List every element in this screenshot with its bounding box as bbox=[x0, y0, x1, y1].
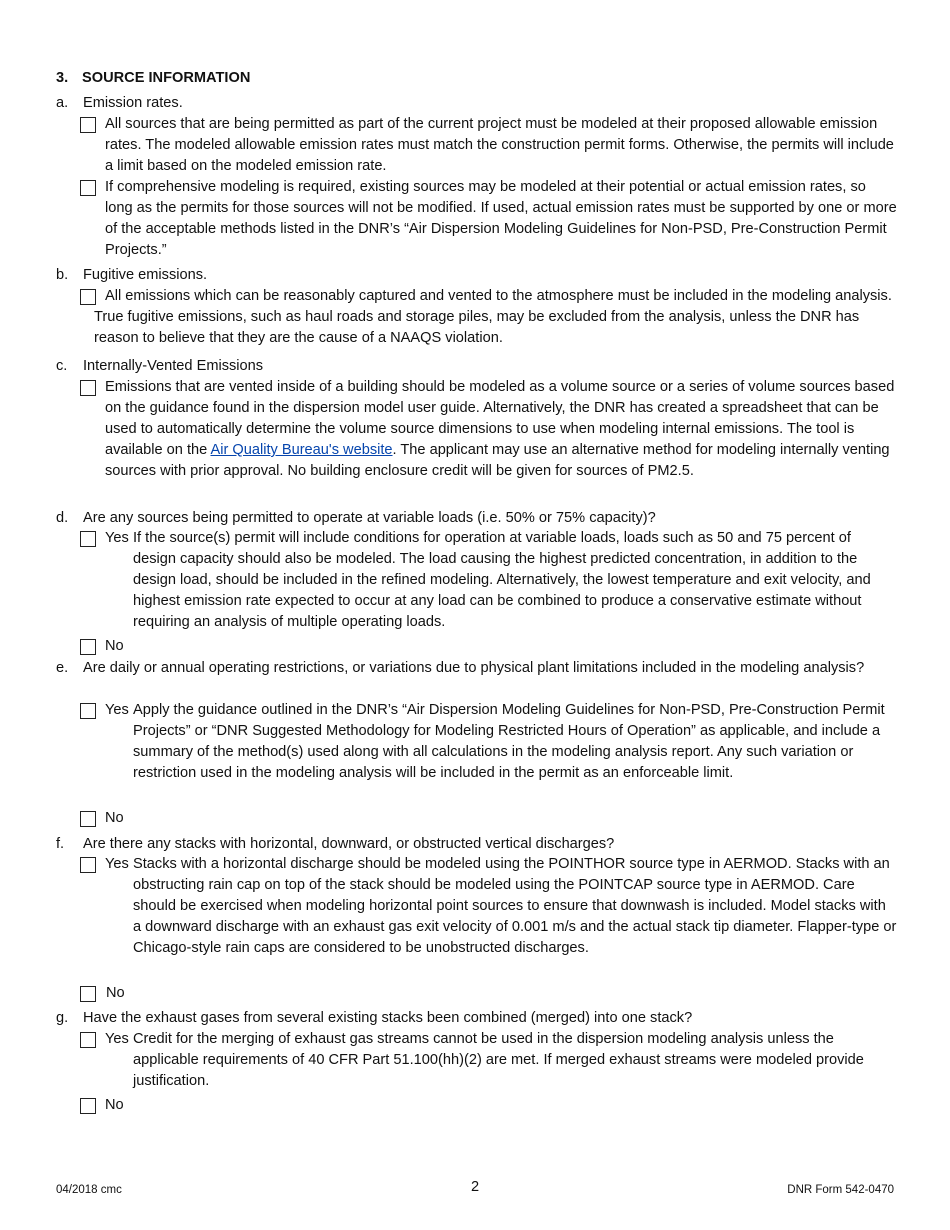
item-title: Internally-Vented Emissions bbox=[83, 358, 264, 374]
label-e-yes: Yes bbox=[105, 702, 129, 718]
item-a-heading bbox=[56, 93, 896, 114]
footer-form-number: DNR Form 542-0470 bbox=[787, 1184, 894, 1196]
section-number: 3. bbox=[56, 70, 69, 86]
item-title: Fugitive emissions. bbox=[83, 267, 208, 283]
item-e-heading bbox=[56, 658, 896, 679]
checkbox-g-yes[interactable] bbox=[80, 1032, 96, 1048]
option-c-text-after: . The applicant may use an alternative method for modeling internally venting sources with prior approval. No building enclosure credit will be given for sources of PM2.5. bbox=[105, 442, 890, 479]
item-title: Have the exhaust gases from several existing stacks been combined (merged) into one stack? bbox=[83, 1010, 693, 1026]
label-d-yes: Yes bbox=[105, 530, 129, 546]
item-title: Are daily or annual operating restrictions, or variations due to physical plant limitations included in the modeling analysis? bbox=[83, 660, 865, 676]
checkbox-e-no[interactable] bbox=[80, 811, 96, 827]
checkbox-g-no[interactable] bbox=[80, 1098, 96, 1114]
option-a-allowable-text: All sources that are being permitted as part of the current project must be modeled at their proposed allowable emission rates. The modeled allowable emission rates must match the construction permit forms. Otherwise, the permits will include a limit based on the modeled emission rate. bbox=[105, 116, 894, 174]
item-f-heading bbox=[56, 834, 896, 855]
item-letter: f. bbox=[56, 836, 65, 852]
option-d-yes-text: If the source(s) permit will include conditions for operation at variable loads, loads such as 50 and 75 percent of design capacity should also be modeled. The load causing the highest predicted concentration, in addition to the design load, should be included in the refined modeling. Alternatively, the lowest temperature and exit velocity, and highest emission rate expected to occur at any load can be combined to produce a conservative estimate without requiring an analysis of multiple operating loads. bbox=[133, 530, 871, 630]
air-quality-bureau-link[interactable]: Air Quality Bureau's website bbox=[210, 442, 393, 458]
item-letter: a. bbox=[56, 95, 69, 111]
item-letter: b. bbox=[56, 267, 69, 283]
item-title: Are there any stacks with horizontal, downward, or obstructed vertical discharges? bbox=[83, 836, 615, 852]
option-f-yes-text: Stacks with a horizontal discharge should be modeled using the POINTHOR source type in AERMOD. Stacks with an obstructing rain cap on top of the stack should be modeled using the POINTCAP source type in AERMOD. Care should be exercised when modeling horizontal point sources to ensure that downwash is included. Model stacks with a downward discharge with an exhaust gas exit velocity of 0.001 m/s and the actual stack tip diameter. Flapper-type or Chicago-style rain caps are considered to be unobstructed discharges. bbox=[133, 856, 897, 956]
label-f-yes: Yes bbox=[105, 856, 129, 872]
checkbox-d-yes[interactable] bbox=[80, 531, 96, 547]
checkbox-a-allowable[interactable] bbox=[80, 117, 96, 133]
label-d-no: No bbox=[105, 638, 124, 654]
item-b-heading bbox=[56, 265, 896, 286]
label-f-no: No bbox=[106, 985, 125, 1001]
label-g-no: No bbox=[105, 1097, 124, 1113]
item-letter: e. bbox=[56, 660, 69, 676]
checkbox-a-existing[interactable] bbox=[80, 180, 96, 196]
option-e-yes-text: Apply the guidance outlined in the DNR’s “Air Dispersion Modeling Guidelines for Non-PSD, Pre-Construction Permit Projects” or “DNR Suggested Methodology for Modeling Restricted Hours of Operation” as applicable, and include a summary of the method(s) used along with all calculations in the modeling analysis report. Any such variation or restriction used in the modeling analysis will be included in the permit as an enforceable limit. bbox=[133, 702, 885, 781]
page-number: 2 bbox=[470, 1179, 480, 1195]
label-g-yes: Yes bbox=[105, 1031, 129, 1047]
item-d-heading bbox=[56, 508, 896, 529]
checkbox-d-no[interactable] bbox=[80, 639, 96, 655]
option-b-text: All emissions which can be reasonably captured and vented to the atmosphere must be included in the modeling analysis. True fugitive emissions, such as haul roads and storage piles, may be excluded from the analysis, unless the DNR has reason to believe that they are the cause of a NAAQS violation. bbox=[94, 288, 892, 346]
option-a-existing-text: If comprehensive modeling is required, existing sources may be modeled at their potential or actual emission rates, so long as the permits for those sources will not be modified. If used, actual emission rates must be supported by one or more of the acceptable methods listed in the DNR’s “Air Dispersion Modeling Guidelines for Non-PSD, Pre-Construction Permit Projects.” bbox=[105, 179, 897, 258]
item-title: Are any sources being permitted to operate at variable loads (i.e. 50% or 75% capacity)? bbox=[83, 510, 656, 526]
item-letter: c. bbox=[56, 358, 68, 374]
item-c-heading bbox=[56, 356, 896, 377]
label-e-no: No bbox=[105, 810, 124, 826]
item-letter: d. bbox=[56, 510, 69, 526]
option-c-text bbox=[105, 377, 897, 482]
option-c-text-before: Emissions that are vented inside of a building should be modeled as a volume source or a series of volume sources based on the guidance found in the dispersion model user guide. Alternatively, the DNR has created a spreadsheet that can be used to automatically determine the volume source dimensions to use when modeling internal emissions. The tool is available on the bbox=[105, 379, 895, 458]
item-letter: g. bbox=[56, 1010, 69, 1026]
item-title: Emission rates. bbox=[83, 95, 183, 111]
footer-revision: 04/2018 cmc bbox=[56, 1184, 122, 1196]
option-g-yes-text: Credit for the merging of exhaust gas streams cannot be used in the dispersion modeling analysis unless the applicable requirements of 40 CFR Part 51.100(hh)(2) are met. If merged exhaust streams were modeled provide justification. bbox=[133, 1031, 864, 1089]
checkbox-f-yes[interactable] bbox=[80, 857, 96, 873]
item-g-heading bbox=[56, 1008, 896, 1029]
checkbox-e-yes[interactable] bbox=[80, 703, 96, 719]
section-heading bbox=[56, 68, 250, 89]
section-title: SOURCE INFORMATION bbox=[82, 70, 251, 86]
checkbox-c-internal[interactable] bbox=[80, 380, 96, 396]
checkbox-f-no[interactable] bbox=[80, 986, 96, 1002]
